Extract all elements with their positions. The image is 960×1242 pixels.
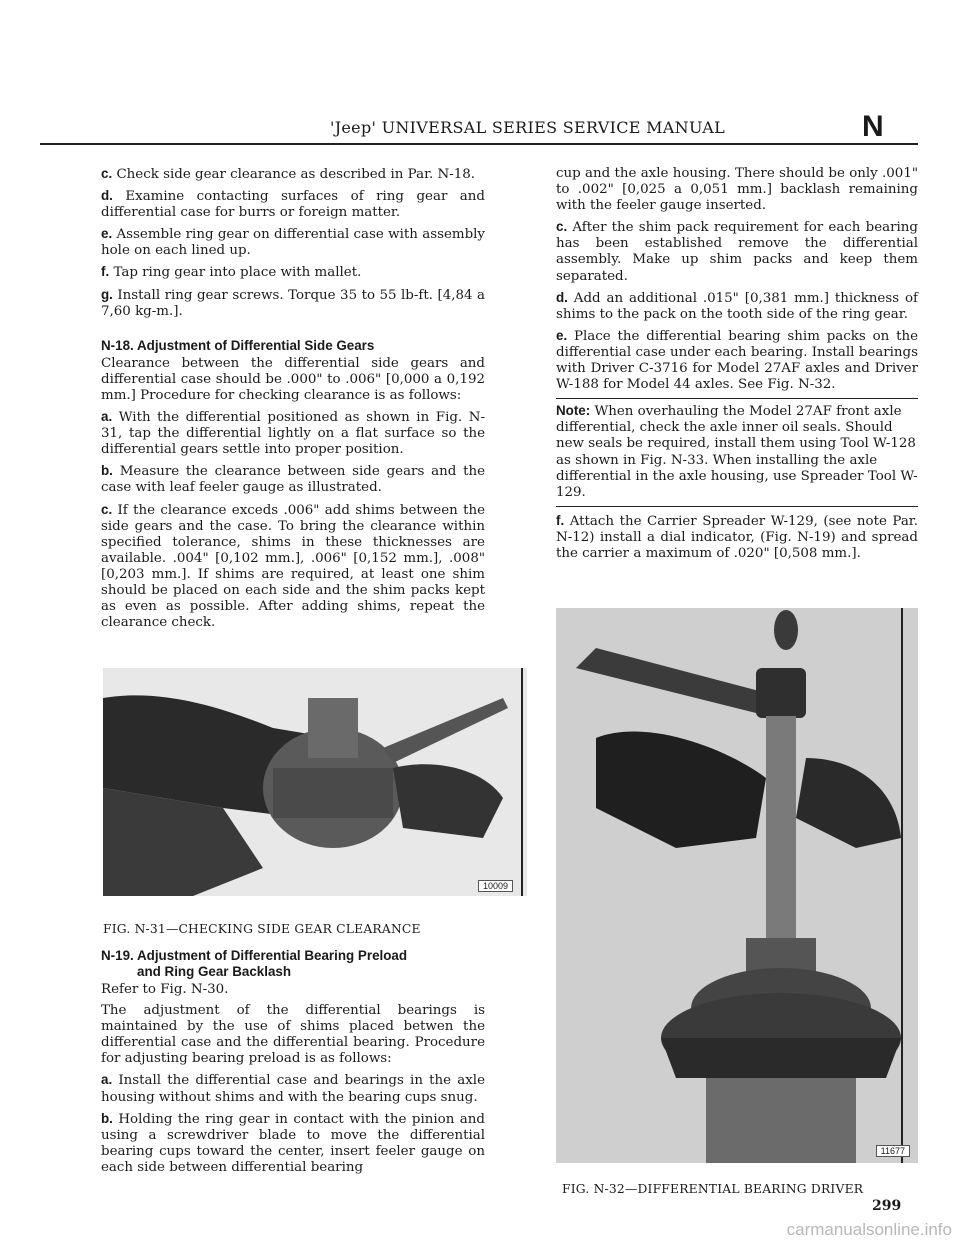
figure-n31-caption: FIG. N-31—CHECKING SIDE GEAR CLEARANCE — [103, 922, 421, 936]
photo-number: 11677 — [876, 1145, 910, 1157]
section-heading-n19: N-19. Adjustment of Differential Bearing Preload and Ring Gear Backlash — [101, 948, 408, 979]
n19-intro: The adjustment of the differential bearings is maintained by the use of shims placed betwen the differential case and the differential bearing. Procedure for adjusting bearing preload is as follows: — [101, 1003, 485, 1067]
step-g: g. Install ring gear screws. Torque 35 to 55 lb-ft. [4,84 a 7,60 kg-m.]. — [101, 286, 485, 319]
step-d: d. Examine contacting surfaces of ring gear and differential case for burrs or foreign matter. — [101, 188, 485, 221]
right-step-e: e. Place the differential bearing shim packs on the differential case under each bearing. Install bearings with Driver C-3716 for Model 27AF axles and Driver W-188 for Model 44 axles. See Fig. N-32. — [556, 327, 918, 393]
section-heading-n18: N-18. Adjustment of Differential Side Gears — [101, 337, 375, 353]
note-box — [556, 398, 918, 507]
n18-step-a: a. With the differential positioned as shown in Fig. N-31, tap the differential lightly on a flat surface so the differential gears settle into proper position. — [101, 409, 486, 458]
manual-title: 'Jeep' UNIVERSAL SERIES SERVICE MANUAL — [330, 118, 726, 137]
page-number: 299 — [872, 1198, 902, 1214]
right-step-c: c. After the shim pack requirement for each bearing has been established remove the differential assembly. Make up shim packs and keep them separated. — [556, 219, 918, 284]
n18-intro: Clearance between the differential side gears and differential case should be .000" to .006" [0,000 a 0,192 mm.] Procedure for checking clearance is as follows: — [101, 355, 485, 403]
step-e: e. Assemble ring gear on differential case with assembly hole on each lined up. — [101, 226, 485, 259]
differential-photo-illustration — [103, 668, 527, 896]
n19-step-a: a. Install the differential case and bearings in the axle housing without shims and with the bearing cups snug. — [101, 1072, 485, 1105]
step-c: c. Check side gear clearance as described in Par. N-18. — [101, 166, 476, 182]
section-letter: N — [862, 110, 884, 143]
n19-step-b: b. Holding the ring gear in contact with the pinion and using a screwdriver blade to move the differential bearing cups toward the center, insert feeler gauge on each side between differential bearing — [101, 1110, 485, 1175]
note-label: Note: — [556, 403, 591, 419]
n18-step-c: c. If the clearance exceds .006" add shims between the side gears and the case. To bring the clearance within specified tolerance, shims in these thicknesses are available. .004" [0,102 mm.], .006" [0,152 mm.], .008" [0,203 mm.]. If shims are required, at least one shim should be placed on each side and the shim packs kept as even as possible. After adding shims, repeat the clearance check. — [101, 501, 485, 631]
bearing-driver-photo-illustration — [556, 608, 918, 1163]
figure-n32-caption: FIG. N-32—DIFFERENTIAL BEARING DRIVER — [562, 1182, 864, 1196]
photo-number: 10009 — [478, 880, 513, 892]
n19-refer: Refer to Fig. N-30. — [101, 982, 229, 997]
figure-n31-photo — [103, 668, 527, 896]
left-column-lower — [101, 948, 485, 1181]
note-text: When overhauling the Model 27AF front axle differential, check the axle inner oil seals. Should new seals be required, install them using Tool W-128 as shown in Fig. N-33. When installing the axle differential in the axle housing, use Spreader Tool W-129. — [556, 404, 918, 500]
watermark-text: carmanualsonline.info — [786, 1220, 952, 1239]
right-step-d: d. Add an additional .015" [0,381 mm.] thickness of shims to the pack on the tooth side of the ring gear. — [556, 289, 918, 322]
step-f: f. Tap ring gear into place with mallet. — [101, 264, 362, 281]
right-column — [556, 166, 918, 567]
left-column — [101, 166, 485, 636]
figure-n32-photo — [556, 608, 918, 1163]
continuation-text: cup and the axle housing. There should be only .001" to .002" [0,025 a 0,051 mm.] backlash remaining with the feeler gauge inserted. — [556, 166, 918, 214]
header-rule — [40, 143, 918, 145]
right-step-f: f. Attach the Carrier Spreader W-129, (see note Par. N-12) install a dial indicator, (Fig. N-19) and spread the carrier a maximum of .020" [0,508 mm.]. — [556, 512, 918, 561]
n18-step-b: b. Measure the clearance between side gears and the case with leaf feeler gauge as illustrated. — [101, 463, 485, 496]
